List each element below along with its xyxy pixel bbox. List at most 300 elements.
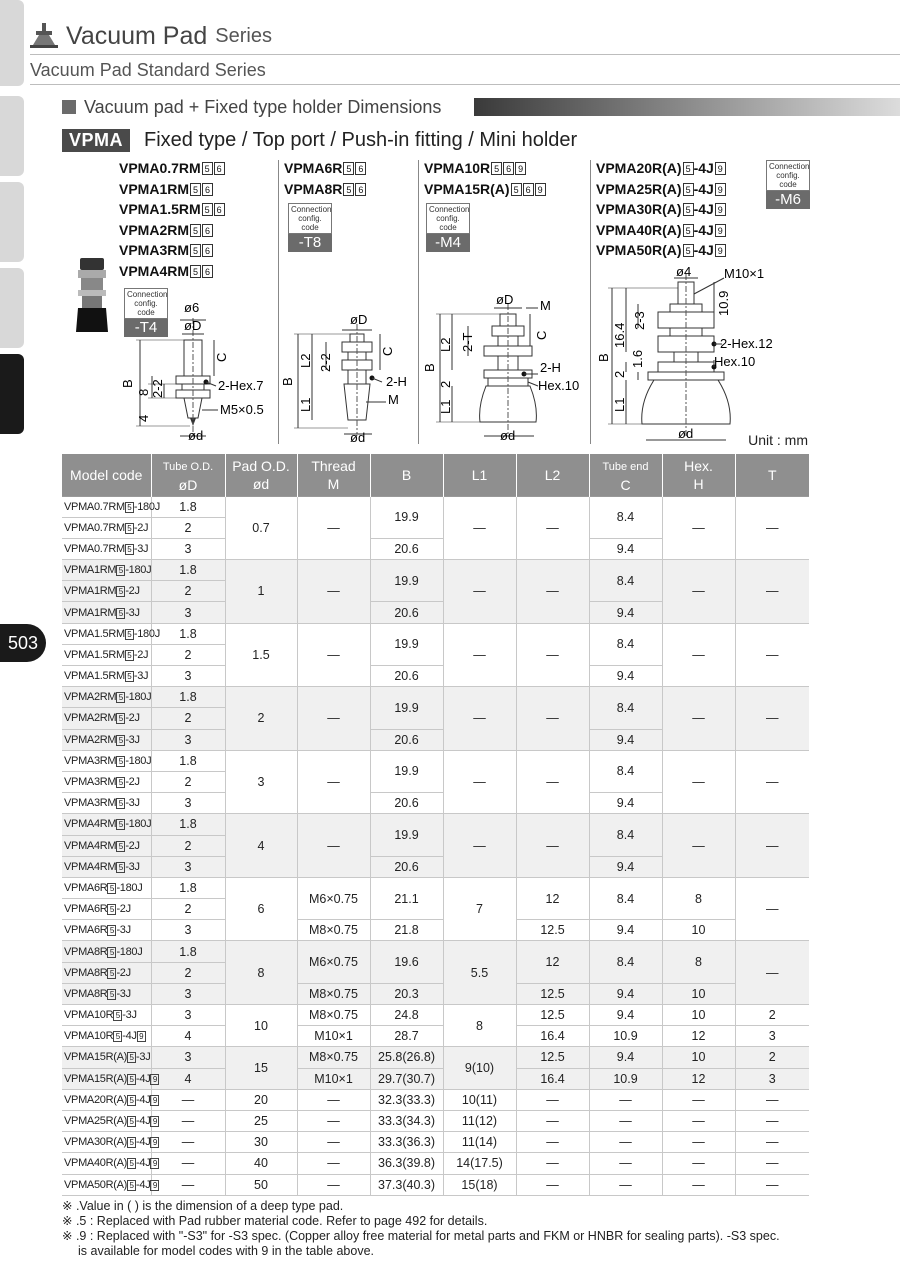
- hex-cell: —: [662, 1174, 735, 1195]
- model-code-cell: VPMA10R 5 -3J: [62, 1005, 151, 1026]
- d1-hex: 2-Hex.7: [218, 378, 264, 393]
- series-badge: VPMA: [62, 129, 130, 152]
- tube-od-cell: 3: [151, 1005, 225, 1026]
- b-cell: 20.6: [370, 729, 443, 750]
- thread-cell: M6×0.75: [297, 877, 370, 919]
- table-header-row: [62, 454, 809, 496]
- model-code-cell: VPMA6R 5 -2J: [62, 899, 151, 920]
- table-row: [62, 687, 809, 708]
- tube-od-cell: —: [151, 1153, 225, 1174]
- l1-cell: 9(10): [443, 1047, 516, 1089]
- t-cell: 3: [735, 1068, 809, 1089]
- l1-cell: —: [443, 750, 516, 814]
- pad-od-cell: 2: [225, 687, 297, 751]
- pad-od-cell: 1.5: [225, 623, 297, 687]
- l2-cell: 16.4: [516, 1026, 589, 1047]
- thread-cell: —: [297, 750, 370, 814]
- t-cell: —: [735, 1089, 809, 1110]
- thread-cell: M10×1: [297, 1068, 370, 1089]
- thread-cell: —: [297, 814, 370, 878]
- dimension-drawing-m6: [596, 264, 800, 446]
- b-cell: 28.7: [370, 1026, 443, 1047]
- d3-c: C: [534, 330, 549, 340]
- th-t: T: [735, 454, 809, 496]
- column-divider-2: [418, 160, 419, 444]
- model-code-cell: VPMA0.7RM 5 -2J: [62, 517, 151, 538]
- t-cell: —: [735, 1153, 809, 1174]
- model-code-cell: VPMA3RM 5 -3J: [62, 793, 151, 814]
- tube-od-cell: —: [151, 1089, 225, 1110]
- c-cell: —: [589, 1174, 662, 1195]
- hex-cell: 10: [662, 920, 735, 941]
- d1-od: øD: [184, 318, 202, 333]
- c-cell: 8.4: [589, 560, 662, 602]
- tube-od-cell: —: [151, 1132, 225, 1153]
- table-row: [62, 750, 809, 771]
- model-group-1: VPMA0.7RM 5 6 VPMA1RM 5 6 VPMA1.5RM 5 6 VPMA2RM 5 6 VPMA3RM 5 6 VPMA4RM 5 6: [119, 158, 225, 281]
- thread-cell: —: [297, 1110, 370, 1131]
- th-b: B: [370, 454, 443, 496]
- hex-cell: —: [662, 1132, 735, 1153]
- t-cell: —: [735, 560, 809, 624]
- d1-thread: M5×0.5: [220, 402, 264, 417]
- c-cell: 10.9: [589, 1068, 662, 1089]
- pad-od-cell: 30: [225, 1132, 297, 1153]
- b-cell: 19.9: [370, 687, 443, 729]
- d4-hex10: Hex.10: [714, 354, 756, 369]
- tube-od-cell: 2: [151, 835, 225, 856]
- pad-od-cell: 0.7: [225, 496, 297, 560]
- table-row: [62, 560, 809, 581]
- d4-pad: ød: [678, 426, 694, 441]
- d3-l22: 2-T: [460, 332, 475, 352]
- tube-od-cell: 4: [151, 1026, 225, 1047]
- th-model: Model code: [62, 454, 151, 496]
- hex-cell: —: [662, 687, 735, 751]
- hex-cell: 12: [662, 1068, 735, 1089]
- l2-cell: 12: [516, 877, 589, 919]
- dimension-drawing-t8: [282, 308, 418, 444]
- model-code-cell: VPMA0.7RM 5 -3J: [62, 538, 151, 559]
- l1-cell: 11(14): [443, 1132, 516, 1153]
- l1-cell: 10(11): [443, 1089, 516, 1110]
- note-3: ※ .9 : Replaced with "-S3" for -S3 spec. (Copper alloy free material for metal parts and FKM or HNBR for sealing parts). -S3 spec.: [62, 1229, 780, 1243]
- pad-od-cell: 40: [225, 1153, 297, 1174]
- b-cell: 24.8: [370, 1005, 443, 1026]
- d4-b: B: [596, 353, 611, 362]
- d1-l1: 8: [136, 388, 151, 396]
- hex-cell: —: [662, 814, 735, 878]
- d4-v2: 2-3: [632, 311, 647, 330]
- c-cell: —: [589, 1132, 662, 1153]
- note-2: ※ .5 : Replaced with Pad rubber material code. Refer to page 492 for details.: [62, 1214, 488, 1228]
- c-cell: 9.4: [589, 920, 662, 941]
- l2-cell: —: [516, 750, 589, 814]
- model-code-cell: VPMA4RM 5 -2J: [62, 835, 151, 856]
- d2-c: C: [380, 346, 395, 356]
- thread-cell: M8×0.75: [297, 1005, 370, 1026]
- b-cell: 21.8: [370, 920, 443, 941]
- model-code-cell: VPMA15R(A) 5 -4J 9: [62, 1068, 151, 1089]
- model-group-2: VPMA6R 5 6 VPMA8R 5 6: [284, 158, 366, 199]
- l2-cell: —: [516, 814, 589, 878]
- section-title: Vacuum pad + Fixed type holder Dimensions: [84, 96, 442, 117]
- model-code-cell: VPMA1RM 5 -180J: [62, 560, 151, 581]
- thread-cell: M8×0.75: [297, 1047, 370, 1068]
- d4-hex12: 2-Hex.12: [720, 336, 773, 351]
- side-tab-3[interactable]: [0, 182, 24, 262]
- l1-cell: 8: [443, 1005, 516, 1047]
- hex-cell: 8: [662, 877, 735, 919]
- tube-od-cell: 1.8: [151, 623, 225, 644]
- t-cell: —: [735, 1110, 809, 1131]
- thread-cell: M8×0.75: [297, 920, 370, 941]
- b-cell: 19.6: [370, 941, 443, 983]
- d4-m: M10×1: [724, 266, 765, 281]
- b-cell: 20.6: [370, 856, 443, 877]
- l2-cell: 12.5: [516, 1047, 589, 1068]
- side-tab-2[interactable]: [0, 96, 24, 176]
- subtitle-rule: [30, 84, 900, 85]
- tube-od-cell: 1.8: [151, 877, 225, 898]
- table-row: [62, 983, 809, 1004]
- tube-od-cell: —: [151, 1174, 225, 1195]
- b-cell: 20.6: [370, 793, 443, 814]
- c-cell: 8.4: [589, 496, 662, 538]
- c-cell: 9.4: [589, 729, 662, 750]
- model-code-cell: VPMA0.7RM 5 -180J: [62, 496, 151, 517]
- c-cell: 8.4: [589, 941, 662, 983]
- l1-cell: 5.5: [443, 941, 516, 1005]
- pad-od-cell: 50: [225, 1174, 297, 1195]
- product-photo: [72, 256, 112, 336]
- l1-cell: 14(17.5): [443, 1153, 516, 1174]
- table-row: [62, 1026, 809, 1047]
- c-cell: 9.4: [589, 602, 662, 623]
- l2-cell: —: [516, 1089, 589, 1110]
- dimension-drawing-small: [118, 298, 278, 444]
- column-divider-1: [278, 160, 279, 444]
- d1-l2: 2-2: [150, 379, 165, 398]
- hex-cell: —: [662, 1153, 735, 1174]
- model-code-cell: VPMA1.5RM 5 -180J: [62, 623, 151, 644]
- pad-od-cell: 20: [225, 1089, 297, 1110]
- hex-cell: —: [662, 496, 735, 560]
- c-cell: 10.9: [589, 1026, 662, 1047]
- table-row: [62, 1153, 809, 1174]
- tube-od-cell: 3: [151, 602, 225, 623]
- page-subtitle: Vacuum Pad Standard Series: [30, 60, 266, 80]
- table-row: [62, 1005, 809, 1026]
- d2-pad: ød: [350, 430, 366, 445]
- d1-c: C: [214, 352, 229, 362]
- note-1: ※ .Value in ( ) is the dimension of a deep type pad.: [62, 1199, 344, 1213]
- t-cell: 2: [735, 1047, 809, 1068]
- table-row: [62, 1089, 809, 1110]
- series-heading-text: Fixed type / Top port / Push-in fitting / Mini holder: [144, 129, 578, 151]
- hex-cell: —: [662, 750, 735, 814]
- tube-od-cell: 2: [151, 708, 225, 729]
- c-cell: 9.4: [589, 983, 662, 1004]
- model-code-cell: VPMA8R 5 -180J: [62, 941, 151, 962]
- table-row: [62, 941, 809, 962]
- c-cell: 9.4: [589, 538, 662, 559]
- header-rule: [30, 54, 900, 55]
- d3-hex: Hex.10: [538, 378, 580, 393]
- unit-label: Unit : mm: [748, 432, 808, 448]
- hex-cell: 10: [662, 983, 735, 1004]
- b-cell: 20.6: [370, 602, 443, 623]
- d3-h: 2-H: [540, 360, 561, 375]
- model-code-cell: VPMA50R(A) 5 -4J 9: [62, 1174, 151, 1195]
- l2-cell: 12.5: [516, 1005, 589, 1026]
- tube-od-cell: 3: [151, 729, 225, 750]
- l1-cell: —: [443, 814, 516, 878]
- c-cell: —: [589, 1089, 662, 1110]
- b-cell: 19.9: [370, 814, 443, 856]
- tube-od-cell: 1.8: [151, 496, 225, 517]
- pad-od-cell: 6: [225, 877, 297, 941]
- d2-l2: L2: [298, 353, 313, 368]
- thread-cell: —: [297, 687, 370, 751]
- c-cell: 9.4: [589, 1005, 662, 1026]
- d1-b: B: [120, 379, 135, 388]
- b-cell: 33.3(36.3): [370, 1132, 443, 1153]
- tube-od-cell: 3: [151, 538, 225, 559]
- model-code-cell: VPMA25R(A) 5 -4J 9: [62, 1110, 151, 1131]
- c-cell: 8.4: [589, 623, 662, 665]
- model-code-cell: VPMA6R 5 -180J: [62, 877, 151, 898]
- tube-od-cell: 2: [151, 962, 225, 983]
- hex-cell: —: [662, 1110, 735, 1131]
- b-cell: 19.9: [370, 560, 443, 602]
- section-gradient-bar: [474, 98, 900, 116]
- l2-cell: —: [516, 496, 589, 560]
- b-cell: 25.8(26.8): [370, 1047, 443, 1068]
- d2-l1: L1: [298, 397, 313, 412]
- b-cell: 33.3(34.3): [370, 1110, 443, 1131]
- d3-l2: L2: [438, 337, 453, 352]
- tube-od-cell: 1.8: [151, 687, 225, 708]
- thread-cell: —: [297, 560, 370, 624]
- b-cell: 36.3(39.8): [370, 1153, 443, 1174]
- tube-od-cell: 2: [151, 517, 225, 538]
- model-code-cell: VPMA1.5RM 5 -3J: [62, 666, 151, 687]
- d3-pad: ød: [500, 428, 516, 443]
- l1-cell: 11(12): [443, 1110, 516, 1131]
- t-cell: —: [735, 1132, 809, 1153]
- table-row: [62, 1110, 809, 1131]
- t-cell: —: [735, 687, 809, 751]
- table-row: [62, 623, 809, 644]
- l2-cell: —: [516, 1110, 589, 1131]
- th-tube: Tube O.D. øD: [151, 454, 225, 496]
- config-code-t8: Connection config. code -T8: [288, 203, 332, 252]
- table-row: [62, 496, 809, 517]
- b-cell: 19.9: [370, 496, 443, 538]
- model-code-cell: VPMA20R(A) 5 -4J 9: [62, 1089, 151, 1110]
- tube-od-cell: 4: [151, 1068, 225, 1089]
- d1-top-dim: ø6: [184, 300, 200, 315]
- b-cell: 29.7(30.7): [370, 1068, 443, 1089]
- table-row: [62, 1174, 809, 1195]
- l1-cell: —: [443, 623, 516, 687]
- d1-pad: ød: [188, 428, 204, 443]
- model-code-cell: VPMA30R(A) 5 -4J 9: [62, 1132, 151, 1153]
- c-cell: 8.4: [589, 750, 662, 792]
- hex-cell: —: [662, 623, 735, 687]
- t-cell: 2: [735, 1005, 809, 1026]
- d4-v4: 1.6: [630, 349, 645, 368]
- b-cell: 19.9: [370, 623, 443, 665]
- thread-cell: —: [297, 623, 370, 687]
- d3-m: M: [540, 298, 551, 313]
- tube-od-cell: 3: [151, 983, 225, 1004]
- b-cell: 20.3: [370, 983, 443, 1004]
- thread-cell: —: [297, 1132, 370, 1153]
- model-group-4: VPMA20R(A) 5 -4J 9 VPMA25R(A) 5 -4J 9 VPMA30R(A) 5 -4J 9 VPMA40R(A) 5 -4J 9 VPMA50R(A) 5 -4J 9: [596, 158, 726, 261]
- b-cell: 20.6: [370, 538, 443, 559]
- side-tab-active[interactable]: [0, 354, 24, 434]
- l2-cell: —: [516, 623, 589, 687]
- l2-cell: 12.5: [516, 920, 589, 941]
- t-cell: —: [735, 750, 809, 814]
- d3-od: øD: [496, 292, 514, 307]
- hex-cell: 10: [662, 1047, 735, 1068]
- tube-od-cell: 2: [151, 644, 225, 665]
- model-code-cell: VPMA2RM 5 -3J: [62, 729, 151, 750]
- table-row: [62, 877, 809, 898]
- page-header: [30, 18, 272, 54]
- model-code-cell: VPMA2RM 5 -180J: [62, 687, 151, 708]
- pad-od-cell: 1: [225, 560, 297, 624]
- d3-two: 2: [438, 380, 453, 388]
- d4-v1: 10.9: [716, 290, 731, 316]
- c-cell: 9.4: [589, 1047, 662, 1068]
- tube-od-cell: —: [151, 1110, 225, 1131]
- t-cell: 3: [735, 1026, 809, 1047]
- tube-od-cell: 2: [151, 581, 225, 602]
- c-cell: 8.4: [589, 814, 662, 856]
- th-l1: L1: [443, 454, 516, 496]
- thread-cell: M10×1: [297, 1026, 370, 1047]
- model-code-cell: VPMA1RM 5 -3J: [62, 602, 151, 623]
- model-code-cell: VPMA2RM 5 -2J: [62, 708, 151, 729]
- table-row: [62, 920, 809, 941]
- b-cell: 37.3(40.3): [370, 1174, 443, 1195]
- b-cell: 32.3(33.3): [370, 1089, 443, 1110]
- d4-top: ø4: [676, 264, 692, 279]
- pad-od-cell: 4: [225, 814, 297, 878]
- vacuum-pad-icon: [30, 23, 58, 49]
- b-cell: 21.1: [370, 877, 443, 919]
- table-row: [62, 1132, 809, 1153]
- l1-cell: 15(18): [443, 1174, 516, 1195]
- table-row: [62, 1047, 809, 1068]
- dimensions-table: [62, 454, 809, 1196]
- d2-b: B: [280, 377, 295, 386]
- pad-od-cell: 15: [225, 1047, 297, 1089]
- t-cell: —: [735, 623, 809, 687]
- page-number: 503: [0, 624, 46, 662]
- tube-od-cell: 1.8: [151, 560, 225, 581]
- tube-od-cell: 1.8: [151, 750, 225, 771]
- model-code-cell: VPMA15R(A) 5 -3J: [62, 1047, 151, 1068]
- c-cell: 8.4: [589, 877, 662, 919]
- d4-v3: 16.4: [612, 322, 627, 348]
- c-cell: 9.4: [589, 856, 662, 877]
- config-code-t4: Connection config. code -T4: [124, 288, 168, 337]
- tube-od-cell: 3: [151, 856, 225, 877]
- d2-h: 2-H: [386, 374, 407, 389]
- d4-l1: L1: [612, 397, 627, 412]
- th-pad: Pad O.D. ød: [225, 454, 297, 496]
- l2-cell: —: [516, 1153, 589, 1174]
- column-divider-3: [590, 160, 591, 444]
- note-4: is available for model codes with 9 in the table above.: [78, 1244, 375, 1258]
- tube-od-cell: 3: [151, 793, 225, 814]
- section-square-icon: [62, 100, 76, 114]
- tube-od-cell: 3: [151, 920, 225, 941]
- d3-b: B: [422, 363, 437, 372]
- tube-od-cell: 1.8: [151, 941, 225, 962]
- model-code-cell: VPMA6R 5 -3J: [62, 920, 151, 941]
- l2-cell: —: [516, 560, 589, 624]
- series-heading: [62, 129, 577, 152]
- tube-od-cell: 3: [151, 1047, 225, 1068]
- pad-od-cell: 8: [225, 941, 297, 1005]
- c-cell: —: [589, 1153, 662, 1174]
- thread-cell: —: [297, 496, 370, 560]
- model-code-cell: VPMA10R 5 -4J 9: [62, 1026, 151, 1047]
- c-cell: —: [589, 1110, 662, 1131]
- th-l2: L2: [516, 454, 589, 496]
- pad-od-cell: 25: [225, 1110, 297, 1131]
- model-code-cell: VPMA8R 5 -2J: [62, 962, 151, 983]
- pad-od-cell: 3: [225, 750, 297, 814]
- c-cell: 9.4: [589, 793, 662, 814]
- model-code-cell: VPMA1.5RM 5 -2J: [62, 644, 151, 665]
- hex-cell: —: [662, 560, 735, 624]
- tube-od-cell: 2: [151, 899, 225, 920]
- model-code-cell: VPMA8R 5 -3J: [62, 983, 151, 1004]
- hex-cell: 12: [662, 1026, 735, 1047]
- model-code-cell: VPMA1RM 5 -2J: [62, 581, 151, 602]
- l1-cell: —: [443, 496, 516, 560]
- c-cell: 9.4: [589, 666, 662, 687]
- thread-cell: M8×0.75: [297, 983, 370, 1004]
- th-thread: Thread M: [297, 454, 370, 496]
- l1-cell: —: [443, 560, 516, 624]
- d3-l1: L1: [438, 399, 453, 414]
- t-cell: —: [735, 877, 809, 941]
- d1-l3: 4: [136, 414, 151, 422]
- model-code-cell: VPMA40R(A) 5 -4J 9: [62, 1153, 151, 1174]
- side-tab-1[interactable]: [0, 0, 24, 86]
- l2-cell: —: [516, 1132, 589, 1153]
- header-title-suffix: Series: [215, 24, 272, 47]
- footnotes: [62, 1199, 822, 1259]
- l2-cell: —: [516, 1174, 589, 1195]
- section-title-bar: [62, 96, 441, 118]
- b-cell: 19.9: [370, 750, 443, 792]
- tube-od-cell: 2: [151, 771, 225, 792]
- l1-cell: —: [443, 687, 516, 751]
- t-cell: —: [735, 814, 809, 878]
- side-tab-4[interactable]: [0, 268, 24, 348]
- model-code-cell: VPMA4RM 5 -180J: [62, 814, 151, 835]
- thread-cell: —: [297, 1153, 370, 1174]
